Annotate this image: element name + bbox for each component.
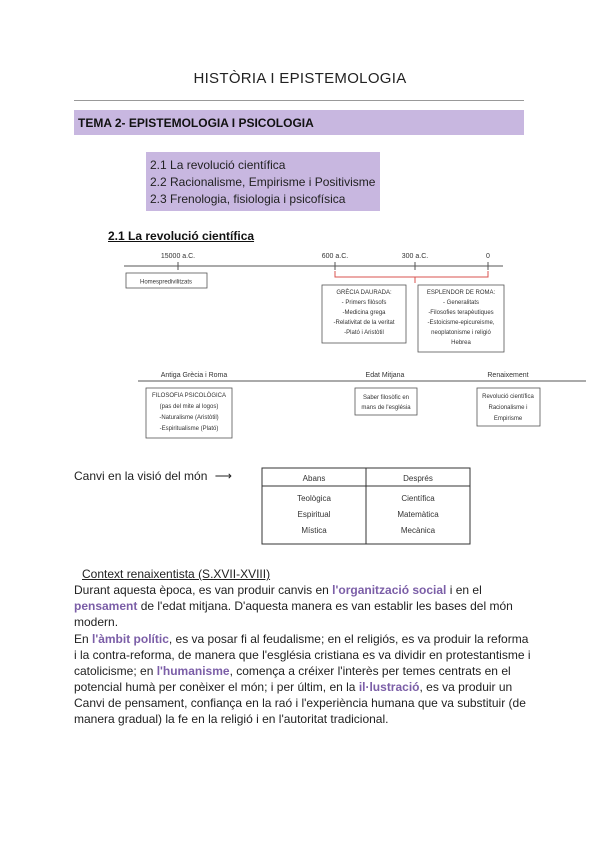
text-run: Durant aquesta època, es van produir canvis en xyxy=(74,583,333,597)
context-paragraph-1 xyxy=(74,582,534,630)
roma-item: neoplatonisme i religió xyxy=(431,330,491,336)
highlight-term: l'humanisme xyxy=(156,664,230,678)
highlight-term: l'organització social xyxy=(332,583,447,597)
grecia-item: - Primers filòsofs xyxy=(341,300,387,306)
text-run: de l'edat mitjana. D'aquesta manera es van establir les bases del món modern. xyxy=(74,599,513,629)
roma-item: Hebrea xyxy=(451,340,471,346)
roma-item: -Estoicisme-epicureisme, xyxy=(427,320,495,326)
period-box-text: Saber filosòfic en xyxy=(362,395,410,401)
table-cell: Mística xyxy=(301,526,327,535)
period-box-text: Racionalisme i xyxy=(488,405,528,411)
section-heading: 2.1 La revolució científica xyxy=(108,229,255,243)
grecia-item: -Relativitat de la veritat xyxy=(333,320,395,326)
tick-label: 0 xyxy=(486,253,490,260)
context-heading: Context renaixentista (S.XVII-XVIII) xyxy=(82,567,271,581)
period-box-text: (pas del mite al logos) xyxy=(159,404,219,410)
toc-item: 2.1 La revolució científica xyxy=(150,158,286,172)
text-run: i en el xyxy=(446,583,482,597)
period-box-text: Revolució científica xyxy=(482,394,534,400)
tick-label: 300 a.C. xyxy=(401,253,429,260)
text-run: , comença a créixer l'interès per temes centrats en el potencial humà per conèixer el món; i per últim, en la xyxy=(74,664,511,694)
canvi-table xyxy=(0,460,600,550)
table-cell: Científica xyxy=(401,494,435,503)
document-title: HISTÒRIA I EPISTEMOLOGIA xyxy=(193,70,407,87)
context-paragraph-2 xyxy=(74,631,534,727)
period-box-text: -Espiritualisme (Plató) xyxy=(159,426,219,432)
highlight-term: l'àmbit polític xyxy=(92,632,169,646)
tick-label: 15000 a.C. xyxy=(160,253,196,260)
canvi-label: Canvi en la visió del món xyxy=(74,469,208,483)
grecia-item: -Medicina grega xyxy=(342,310,386,316)
right-arrow-icon: ⟶ xyxy=(214,469,232,483)
roma-item: - Generalitats xyxy=(442,300,480,306)
table-header: Abans xyxy=(302,474,326,483)
table-cell: Espiritual xyxy=(297,510,331,519)
tick-label: 600 a.C. xyxy=(321,253,349,260)
highlight-term: il·lustració xyxy=(358,680,420,694)
grecia-item: -Plató i Aristòtil xyxy=(344,330,384,336)
toc-item: 2.3 Frenologia, fisiologia i psicofísica xyxy=(150,192,346,206)
period-label: Renaixement xyxy=(487,372,529,379)
period-box-text: Empirisme xyxy=(493,416,523,422)
grecia-title: GRÈCIA DAURADA: xyxy=(336,290,392,296)
period-label: Edat Mitjana xyxy=(365,372,405,379)
homes-label: Homespredivilitzats xyxy=(139,279,193,286)
period-box-text: -Naturalisme (Aristòtil) xyxy=(159,415,219,421)
text-run: , es va posar fi al feudalisme; en el religiós, es va produir la reforma i la contra-reforma, de manera que l'església cristiana es va dividir en protestantisme i catolicisme; en xyxy=(74,632,531,678)
toc-item: 2.2 Racionalisme, Empirisme i Positivisme xyxy=(150,175,376,189)
roma-title: ESPLENDOR DE ROMA: xyxy=(426,290,496,296)
roma-item: -Filosofies terapèutiques xyxy=(428,310,494,316)
highlight-term: pensament xyxy=(74,599,138,613)
text-run: , es va produir un Canvi de pensament, confiança en la raó i l'experiència humana que va substituir (de manera gradual) la fe en la religió i en l'autoritat tradicional. xyxy=(74,680,526,726)
table-header: Després xyxy=(403,474,433,483)
table-cell: Teològica xyxy=(297,494,331,503)
tema-label: TEMA 2- EPISTEMOLOGIA I PSICOLOGIA xyxy=(78,116,314,130)
period-box-text: mans de l'església xyxy=(361,405,411,411)
era-bracket xyxy=(335,271,488,277)
period-box-text: FILOSOFIA PSICOLÒGICA xyxy=(151,393,227,399)
text-run: En xyxy=(74,632,93,646)
table-cell: Matemàtica xyxy=(397,510,439,519)
table-cell: Mecànica xyxy=(400,526,436,535)
period-label: Antiga Grècia i Roma xyxy=(160,372,228,379)
